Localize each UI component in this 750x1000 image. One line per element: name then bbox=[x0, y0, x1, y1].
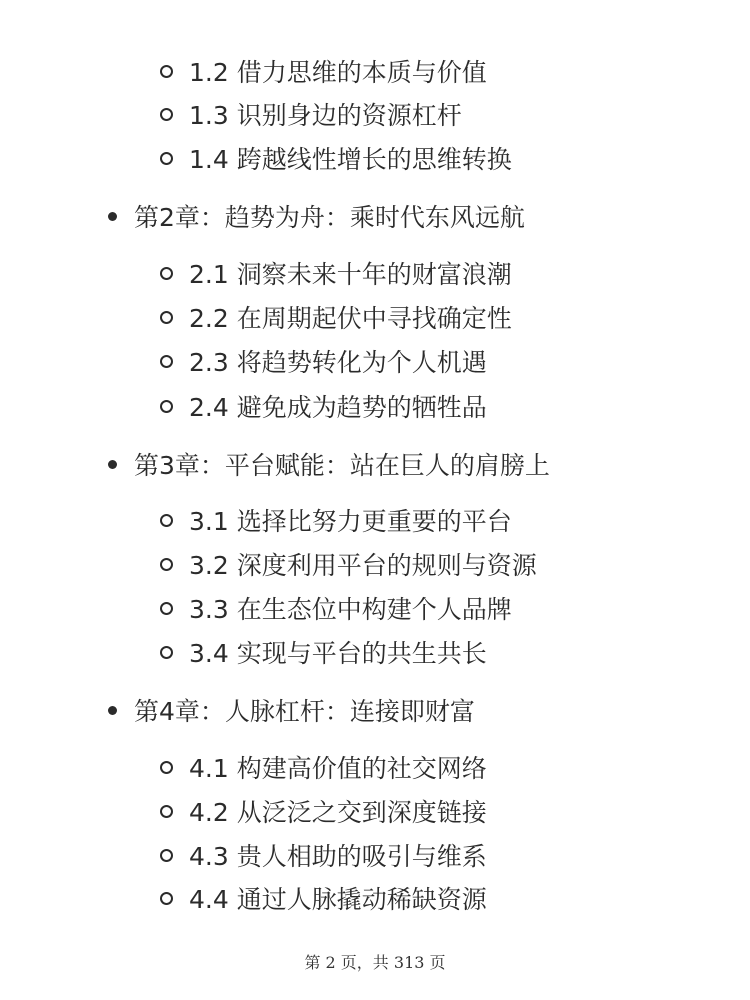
toc-item-label: 1.4 跨越线性增长的思维转换 bbox=[189, 145, 512, 174]
toc-item-2-2 bbox=[160, 297, 512, 337]
open-circle-bullet-icon bbox=[160, 355, 173, 368]
open-circle-bullet-icon bbox=[160, 602, 173, 615]
toc-item-label: 4.3 贵人相助的吸引与维系 bbox=[189, 842, 487, 871]
toc-item-label: 2.2 在周期起伏中寻找确定性 bbox=[189, 304, 512, 333]
toc-item-label: 4.2 从泛泛之交到深度链接 bbox=[189, 798, 487, 827]
toc-item-2-3 bbox=[160, 341, 487, 381]
toc-item-label: 2.4 避免成为趋势的牺牲品 bbox=[189, 393, 487, 422]
open-circle-bullet-icon bbox=[160, 267, 173, 280]
open-circle-bullet-icon bbox=[160, 761, 173, 774]
open-circle-bullet-icon bbox=[160, 108, 173, 121]
open-circle-bullet-icon bbox=[160, 892, 173, 905]
open-circle-bullet-icon bbox=[160, 805, 173, 818]
toc-chapter-label: 第3章：平台赋能：站在巨人的肩膀上 bbox=[134, 451, 550, 480]
toc-item-label: 2.3 将趋势转化为个人机遇 bbox=[189, 348, 487, 377]
toc-item-4-1 bbox=[160, 747, 487, 787]
toc-chapter-3 bbox=[108, 444, 550, 484]
open-circle-bullet-icon bbox=[160, 558, 173, 571]
toc-item-1-4 bbox=[160, 138, 512, 178]
open-circle-bullet-icon bbox=[160, 646, 173, 659]
toc-item-3-4 bbox=[160, 632, 487, 672]
toc-item-3-2 bbox=[160, 544, 537, 584]
toc-chapter-label: 第4章：人脉杠杆：连接即财富 bbox=[134, 697, 475, 726]
toc-item-label: 4.1 构建高价值的社交网络 bbox=[189, 754, 487, 783]
toc-item-label: 3.4 实现与平台的共生共长 bbox=[189, 639, 487, 668]
open-circle-bullet-icon bbox=[160, 849, 173, 862]
open-circle-bullet-icon bbox=[160, 311, 173, 324]
open-circle-bullet-icon bbox=[160, 400, 173, 413]
open-circle-bullet-icon bbox=[160, 514, 173, 527]
toc-item-label: 1.3 识别身边的资源杠杆 bbox=[189, 101, 462, 130]
toc-item-4-2 bbox=[160, 791, 487, 831]
toc-item-label: 3.1 选择比努力更重要的平台 bbox=[189, 507, 512, 536]
toc-item-label: 3.2 深度利用平台的规则与资源 bbox=[189, 551, 537, 580]
toc-item-label: 3.3 在生态位中构建个人品牌 bbox=[189, 595, 512, 624]
toc-chapter-2 bbox=[108, 196, 525, 236]
toc-chapter-4 bbox=[108, 690, 475, 730]
toc-item-label: 1.2 借力思维的本质与价值 bbox=[189, 58, 487, 87]
toc-item-4-3 bbox=[160, 835, 487, 875]
toc-item-label: 4.4 通过人脉撬动稀缺资源 bbox=[189, 885, 487, 914]
toc-item-2-1 bbox=[160, 253, 512, 293]
toc-item-1-2 bbox=[160, 51, 487, 91]
toc-item-1-3 bbox=[160, 94, 462, 134]
toc-item-label: 2.1 洞察未来十年的财富浪潮 bbox=[189, 260, 512, 289]
filled-circle-bullet-icon bbox=[108, 460, 117, 469]
open-circle-bullet-icon bbox=[160, 65, 173, 78]
toc-item-2-4 bbox=[160, 386, 487, 426]
toc-item-3-3 bbox=[160, 588, 512, 628]
page-number-footer: 第 2 页，共 313 页 bbox=[304, 953, 446, 972]
filled-circle-bullet-icon bbox=[108, 212, 117, 221]
filled-circle-bullet-icon bbox=[108, 706, 117, 715]
toc-chapter-label: 第2章：趋势为舟：乘时代东风远航 bbox=[134, 203, 525, 232]
toc-item-4-4 bbox=[160, 878, 487, 918]
toc-item-3-1 bbox=[160, 500, 512, 540]
open-circle-bullet-icon bbox=[160, 152, 173, 165]
